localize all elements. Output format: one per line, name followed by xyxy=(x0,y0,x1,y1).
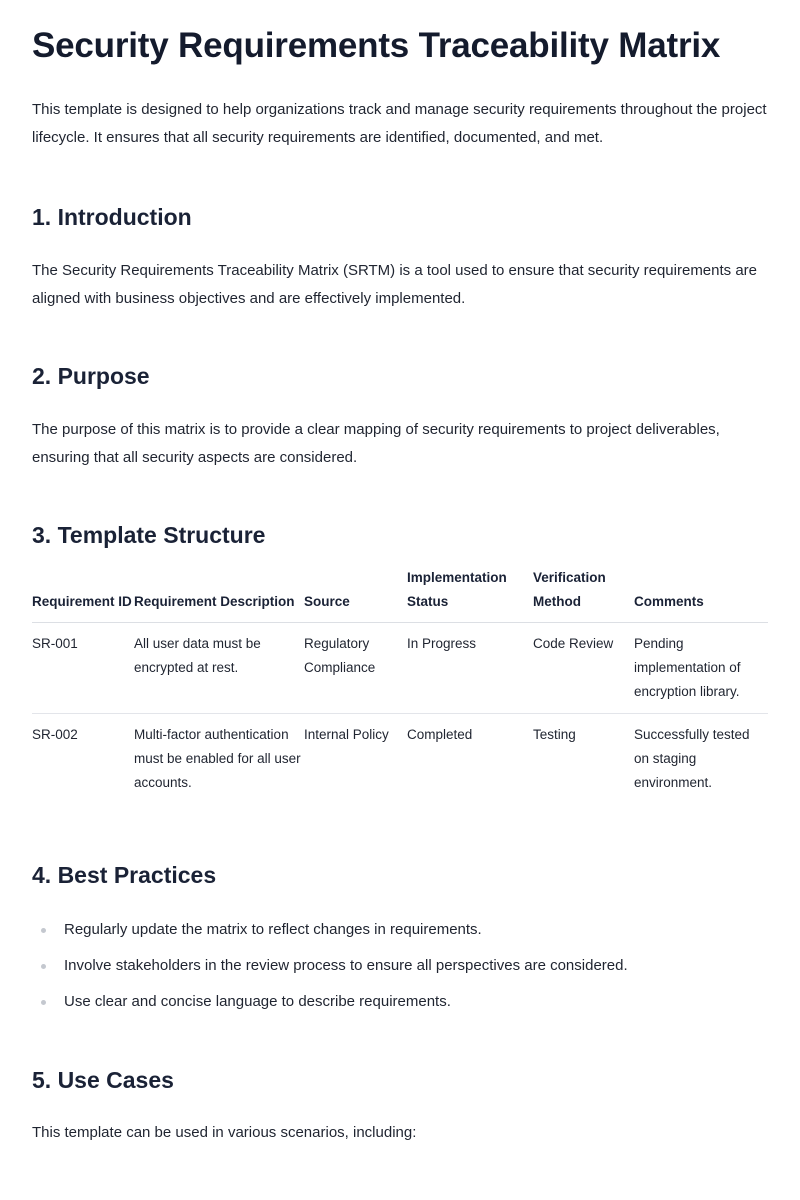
list-item xyxy=(32,990,768,1014)
list-item-text: Regularly update the matrix to reflect changes in requirements. xyxy=(64,921,482,938)
cell-comments: Successfully tested on staging environment. xyxy=(634,727,750,790)
list-item xyxy=(32,918,768,942)
purpose-paragraph: The purpose of this matrix is to provide a clear mapping of security requirements to project deliverables, ensuring that all security aspects are considered. xyxy=(32,421,720,466)
cell-implementation-status: In Progress xyxy=(407,623,533,714)
section-heading-purpose: 2. Purpose xyxy=(32,363,150,389)
cell-requirement-id: SR-001 xyxy=(32,623,134,714)
list-item xyxy=(32,954,768,978)
bullet-icon xyxy=(41,1000,46,1005)
column-header-implementation-status: Implementation Status xyxy=(407,566,533,623)
section-heading-introduction: 1. Introduction xyxy=(32,204,192,230)
bullet-icon xyxy=(41,964,46,969)
table-row xyxy=(32,714,768,805)
cell-implementation-status: Completed xyxy=(407,727,473,742)
table-row xyxy=(32,623,768,714)
best-practices-list xyxy=(32,918,768,1014)
cell-requirement-description: All user data must be encrypted at rest. xyxy=(134,623,304,714)
use-cases-paragraph: This template can be used in various scenarios, including: xyxy=(32,1124,417,1141)
intro-paragraph: This template is designed to help organizations track and manage security requirements throughout the project lifecycle. It ensures that all security requirements are identified, documented, and met. xyxy=(32,101,767,146)
table-header-row xyxy=(32,566,768,623)
column-header-requirement-id: Requirement ID xyxy=(32,566,134,623)
page-title: Security Requirements Traceability Matrix xyxy=(32,26,721,65)
column-header-source: Source xyxy=(304,566,407,623)
cell-source: Regulatory Compliance xyxy=(304,623,407,714)
section-heading-template-structure: 3. Template Structure xyxy=(32,522,266,548)
column-header-requirement-description: Requirement Description xyxy=(134,566,304,623)
traceability-table xyxy=(32,566,768,804)
cell-verification-method: Testing xyxy=(533,727,576,742)
cell-comments: Pending implementation of encryption library. xyxy=(634,623,768,714)
introduction-paragraph: The Security Requirements Traceability Matrix (SRTM) is a tool used to ensure that security requirements are aligned with business objectives and are effectively implemented. xyxy=(32,262,758,307)
list-item-text: Use clear and concise language to describe requirements. xyxy=(64,993,451,1010)
cell-requirement-id: SR-002 xyxy=(32,727,78,742)
cell-source: Internal Policy xyxy=(304,727,389,742)
bullet-icon xyxy=(41,928,46,933)
list-item-text: Involve stakeholders in the review process to ensure all perspectives are considered. xyxy=(64,957,628,974)
column-header-verification-method: Verification Method xyxy=(533,566,634,623)
cell-requirement-description: Multi-factor authentication must be enabled for all user accounts. xyxy=(134,727,301,790)
section-heading-best-practices: 4. Best Practices xyxy=(32,862,217,888)
cut-off-content xyxy=(32,1167,768,1197)
cell-verification-method: Code Review xyxy=(533,623,634,714)
section-heading-use-cases: 5. Use Cases xyxy=(32,1067,174,1093)
column-header-comments: Comments xyxy=(634,566,768,623)
